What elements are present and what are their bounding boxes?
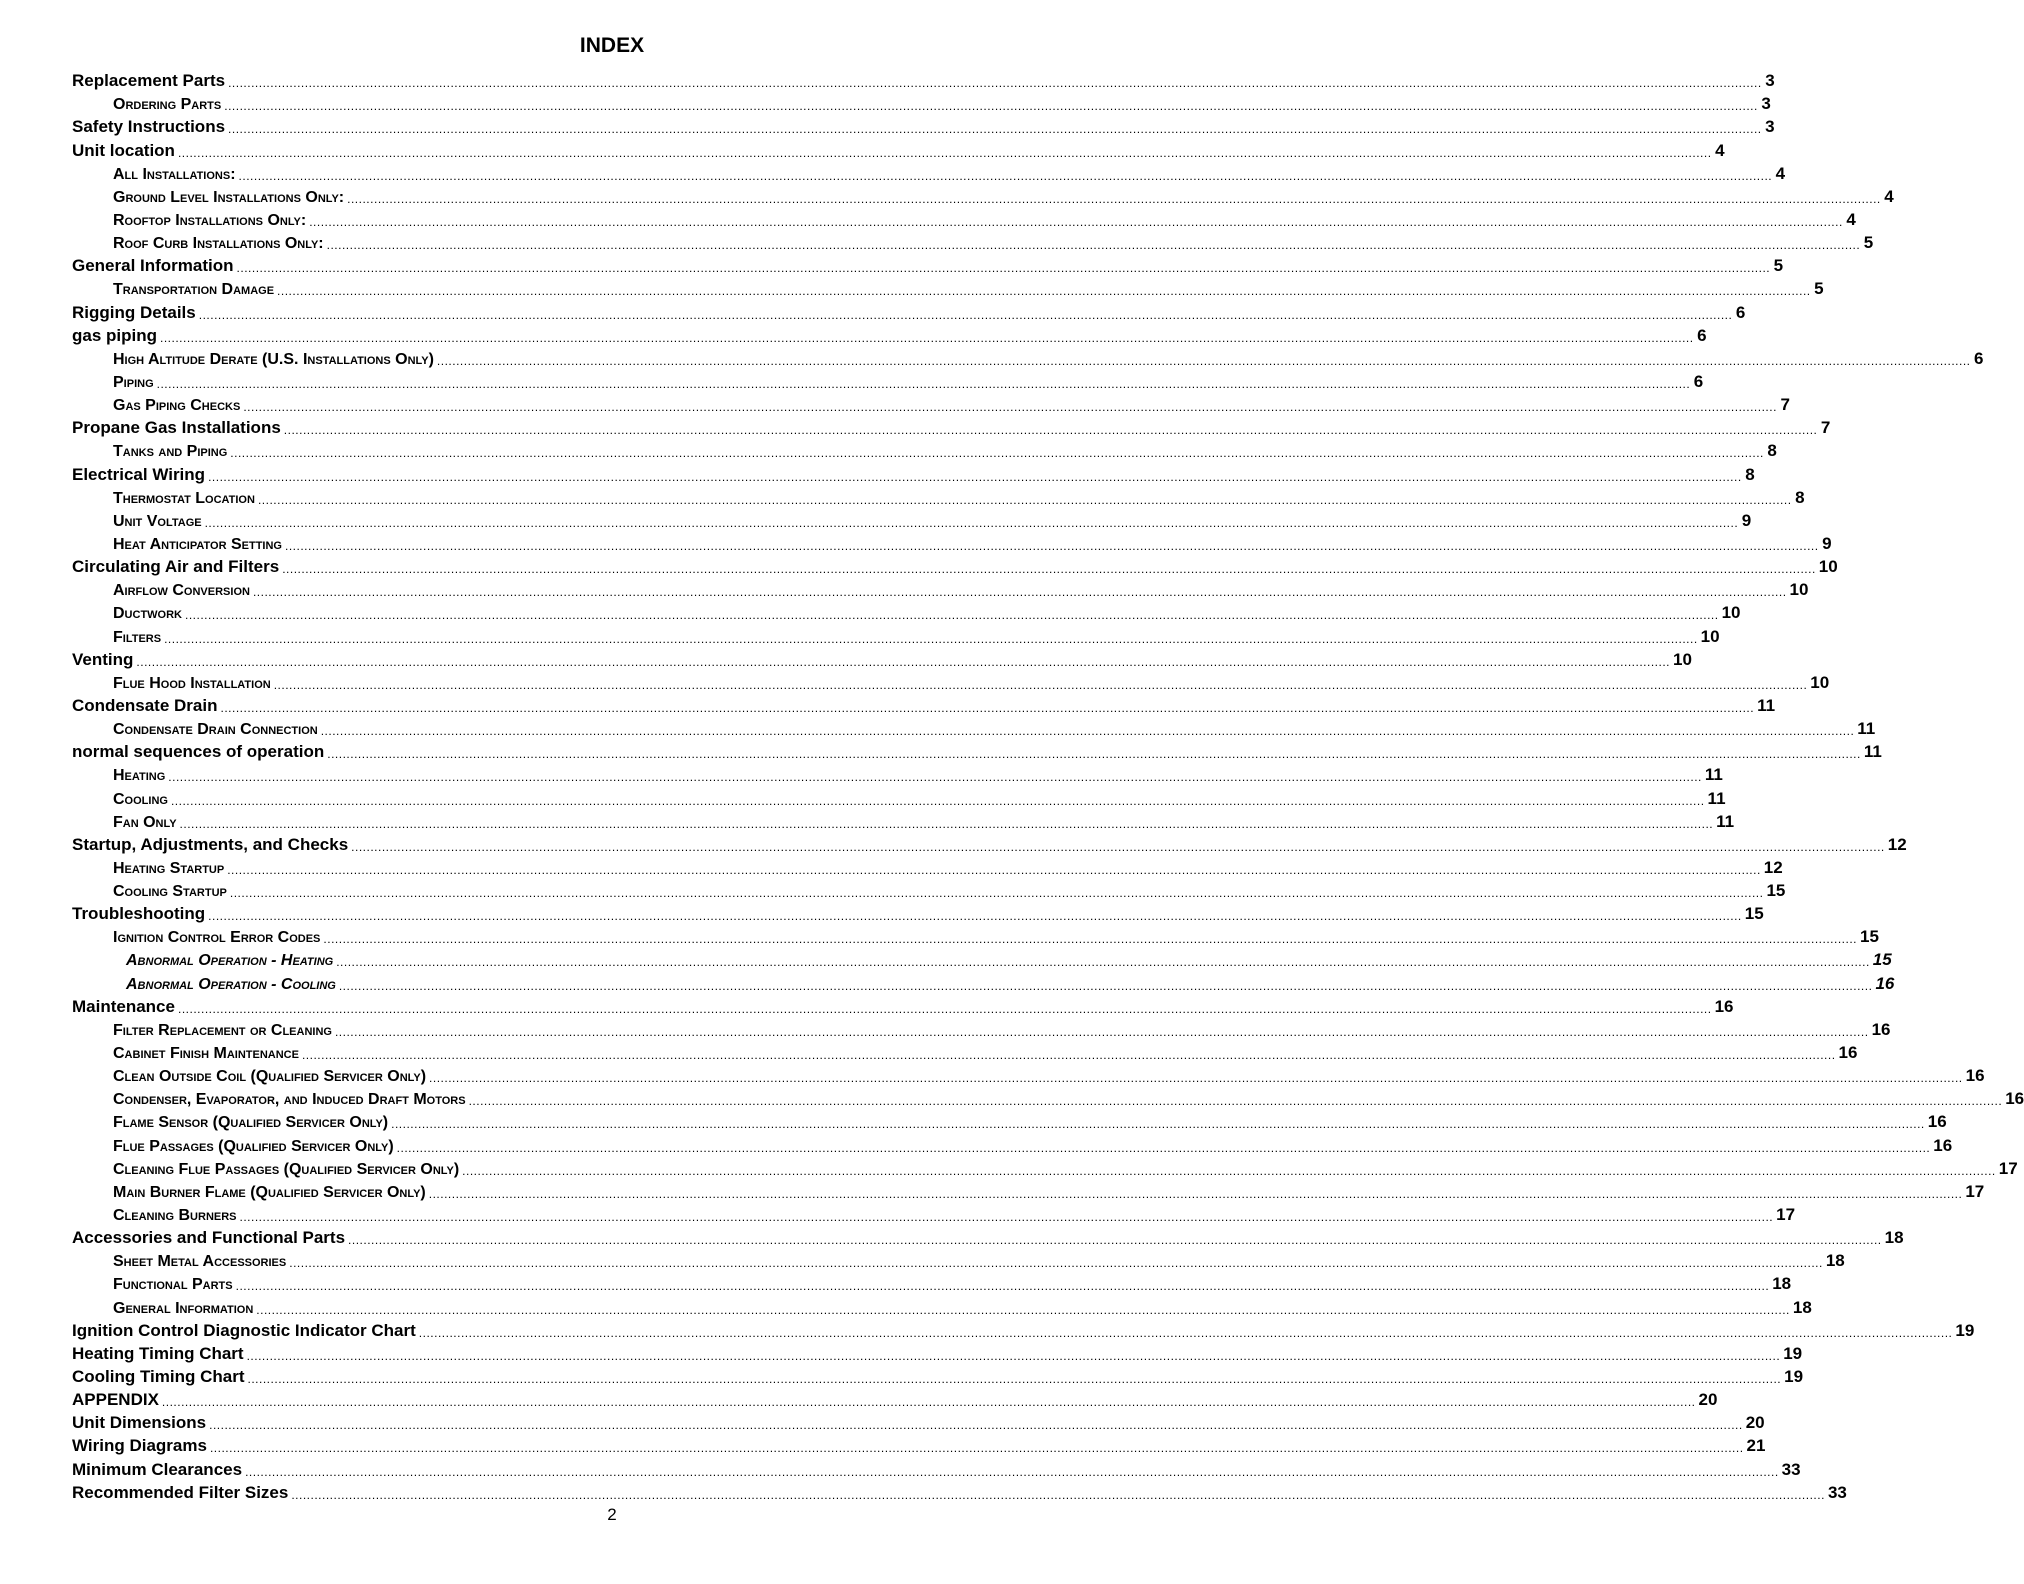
toc-entry[interactable] <box>72 994 1734 1017</box>
toc-entry-label: Ignition Control Error Codes <box>113 929 321 947</box>
dot-leader: ................................................................................................................................................................................................................................................................................................................................................................................................................ <box>179 816 1714 831</box>
toc-entry-page: 12 <box>1887 834 1907 854</box>
toc-entry[interactable] <box>72 739 1882 762</box>
toc-entry-label: Rigging Details <box>72 302 196 322</box>
toc-entry[interactable] <box>72 1480 1847 1503</box>
toc-entry-label: Circulating Air and Filters <box>72 557 280 577</box>
toc-entry-page: 16 <box>1875 973 1895 993</box>
dot-leader: ................................................................................................................................................................................................................................................................................................................................................................................................................ <box>229 886 1764 901</box>
toc-entry-page: 33 <box>1781 1459 1801 1479</box>
toc-entry[interactable] <box>72 1132 1953 1155</box>
toc-entry-label: Accessories and Functional Parts <box>72 1228 346 1248</box>
toc-entry[interactable] <box>72 1202 1796 1225</box>
toc-entry-label: Transportation Damage <box>113 281 275 299</box>
toc-entry[interactable] <box>72 1248 1845 1271</box>
toc-entry-label: Abnormal Operation - Heating <box>126 952 334 970</box>
dot-leader: ................................................................................................................................................................................................................................................................................................................................................................................................................ <box>236 261 1771 276</box>
dot-leader: ................................................................................................................................................................................................................................................................................................................................................................................................................ <box>320 724 1855 739</box>
toc-entry[interactable] <box>72 114 1775 137</box>
dot-leader: ................................................................................................................................................................................................................................................................................................................................................................................................................ <box>291 1487 1825 1502</box>
toc-entry-label: Unit location <box>72 140 175 160</box>
dot-leader: ................................................................................................................................................................................................................................................................................................................................................................................................................ <box>245 1464 1779 1479</box>
toc-entry[interactable] <box>72 415 1831 438</box>
dot-leader: ................................................................................................................................................................................................................................................................................................................................................................................................................ <box>396 1140 1931 1155</box>
toc-entry-label: Electrical Wiring <box>72 464 206 484</box>
toc-entry-page: 4 <box>1715 140 1725 160</box>
table-of-contents <box>72 68 2024 1503</box>
toc-entry[interactable] <box>72 670 1830 693</box>
dot-leader: ................................................................................................................................................................................................................................................................................................................................................................................................................ <box>228 76 1762 91</box>
toc-entry-label: Wiring Diagrams <box>72 1436 207 1456</box>
toc-entry-label: Heating Startup <box>113 859 225 877</box>
toc-entry[interactable] <box>72 554 1838 577</box>
page-title: INDEX <box>579 34 645 57</box>
toc-entry-label: normal sequences of operation <box>72 742 325 762</box>
toc-entry-page: 6 <box>1735 302 1746 322</box>
toc-entry[interactable] <box>72 647 1692 670</box>
toc-entry-label: Abnormal Operation - Cooling <box>126 975 336 993</box>
toc-entry-label: Cleaning Burners <box>113 1207 237 1225</box>
toc-entry-label: Recommended Filter Sizes <box>72 1482 289 1502</box>
toc-entry-page: 6 <box>1974 348 1984 368</box>
dot-leader: ................................................................................................................................................................................................................................................................................................................................................................................................................ <box>170 793 1705 808</box>
toc-entry-page: 3 <box>1765 71 1775 91</box>
dot-leader: ................................................................................................................................................................................................................................................................................................................................................................................................................ <box>436 353 1971 368</box>
toc-entry-label: Safety Instructions <box>72 117 226 137</box>
dot-leader: ................................................................................................................................................................................................................................................................................................................................................................................................................ <box>160 330 1694 345</box>
toc-entry-label: Filters <box>113 628 162 646</box>
toc-entry-page: 18 <box>1825 1251 1845 1271</box>
dot-leader: ................................................................................................................................................................................................................................................................................................................................................................................................................ <box>338 978 1873 993</box>
toc-entry-label: Minimum Clearances <box>72 1459 243 1479</box>
toc-entry-label: Ordering Parts <box>113 96 222 114</box>
toc-entry-label: Sheet Metal Accessories <box>113 1253 287 1271</box>
toc-entry[interactable] <box>72 438 1777 461</box>
toc-entry-page: 7 <box>1820 418 1831 438</box>
toc-entry-page: 11 <box>1716 811 1735 831</box>
toc-entry-page: 5 <box>1814 279 1824 299</box>
toc-entry[interactable] <box>72 1040 1858 1063</box>
toc-entry[interactable] <box>72 878 1786 901</box>
dot-leader: ................................................................................................................................................................................................................................................................................................................................................................................................................ <box>284 538 1819 553</box>
dot-leader: ................................................................................................................................................................................................................................................................................................................................................................................................................ <box>156 376 1691 391</box>
toc-entry[interactable] <box>72 1086 2024 1109</box>
toc-entry[interactable] <box>72 901 1764 924</box>
toc-entry-label: Propane Gas Installations <box>72 418 281 438</box>
dot-leader: ................................................................................................................................................................................................................................................................................................................................................................................................................ <box>243 400 1777 415</box>
toc-entry-page: 4 <box>1884 186 1894 206</box>
toc-entry[interactable] <box>72 1225 1904 1248</box>
toc-entry-label: Tanks and Piping <box>113 443 228 461</box>
toc-entry-label: Venting <box>72 649 134 669</box>
toc-entry-page: 4 <box>1775 163 1786 183</box>
dot-leader: ................................................................................................................................................................................................................................................................................................................................................................................................................ <box>418 1325 1953 1340</box>
toc-entry-page: 15 <box>1744 904 1764 924</box>
toc-entry-page: 4 <box>1846 209 1856 229</box>
toc-entry[interactable] <box>72 970 1895 993</box>
toc-entry-label: Flame Sensor (Qualified Servicer Only) <box>113 1114 389 1132</box>
dot-leader: ................................................................................................................................................................................................................................................................................................................................................................................................................ <box>282 562 1816 577</box>
toc-entry[interactable] <box>72 276 1824 299</box>
toc-entry-page: 5 <box>1773 256 1784 276</box>
toc-entry-page: 9 <box>1822 533 1832 553</box>
dot-leader: ................................................................................................................................................................................................................................................................................................................................................................................................................ <box>235 1279 1770 1294</box>
toc-entry[interactable] <box>72 253 1784 276</box>
toc-entry[interactable] <box>72 1063 1985 1086</box>
toc-entry-page: 11 <box>1857 719 1876 739</box>
toc-entry[interactable] <box>72 947 1892 970</box>
dot-leader: ................................................................................................................................................................................................................................................................................................................................................................................................................ <box>238 168 1773 183</box>
dot-leader: ................................................................................................................................................................................................................................................................................................................................................................................................................ <box>334 1024 1869 1039</box>
page-number: 2 <box>607 1505 617 1524</box>
toc-entry-page: 16 <box>1927 1112 1947 1132</box>
dot-leader: ................................................................................................................................................................................................................................................................................................................................................................................................................ <box>326 238 1861 253</box>
toc-entry-label: General Information <box>72 256 234 276</box>
toc-entry[interactable] <box>72 1410 1765 1433</box>
toc-entry-label: Condensate Drain Connection <box>113 721 318 739</box>
dot-leader: ................................................................................................................................................................................................................................................................................................................................................................................................................ <box>468 1094 2003 1109</box>
toc-entry-label: All Installations: <box>113 165 236 183</box>
toc-entry[interactable] <box>72 623 1720 646</box>
dot-leader: ................................................................................................................................................................................................................................................................................................................................................................................................................ <box>323 932 1857 947</box>
toc-entry-page: 18 <box>1792 1297 1812 1317</box>
dot-leader: ................................................................................................................................................................................................................................................................................................................................................................................................................ <box>283 423 1818 438</box>
toc-entry[interactable] <box>72 369 1704 392</box>
toc-entry[interactable] <box>72 299 1746 322</box>
toc-entry[interactable] <box>72 461 1755 484</box>
toc-entry[interactable] <box>72 485 1805 508</box>
toc-entry[interactable] <box>72 1433 1766 1456</box>
dot-leader: ................................................................................................................................................................................................................................................................................................................................................................................................................ <box>256 1302 1790 1317</box>
dot-leader: ................................................................................................................................................................................................................................................................................................................................................................................................................ <box>429 1071 1963 1086</box>
toc-entry[interactable] <box>72 716 1876 739</box>
toc-entry-page: 10 <box>1700 626 1720 646</box>
dot-leader: ................................................................................................................................................................................................................................................................................................................................................................................................................ <box>168 770 1702 785</box>
toc-entry[interactable] <box>72 1109 1947 1132</box>
dot-leader: ................................................................................................................................................................................................................................................................................................................................................................................................................ <box>227 862 1761 877</box>
toc-entry-label: Heating <box>113 767 166 785</box>
toc-entry-label: Rooftop Installations Only: <box>113 211 307 229</box>
toc-entry[interactable] <box>72 1017 1891 1040</box>
dot-leader: ................................................................................................................................................................................................................................................................................................................................................................................................................ <box>209 1418 1743 1433</box>
toc-entry-label: Condensate Drain <box>72 695 218 715</box>
toc-entry-page: 18 <box>1884 1228 1904 1248</box>
toc-entry-label: Airflow Conversion <box>113 582 250 600</box>
toc-entry-page: 16 <box>1838 1043 1858 1063</box>
toc-entry-label: General Information <box>113 1299 254 1317</box>
dot-leader: ................................................................................................................................................................................................................................................................................................................................................................................................................ <box>204 515 1739 530</box>
toc-entry-page: 33 <box>1827 1482 1847 1502</box>
dot-leader: ................................................................................................................................................................................................................................................................................................................................................................................................................ <box>177 145 1712 160</box>
toc-entry-page: 15 <box>1872 950 1892 970</box>
toc-entry-page: 16 <box>1965 1066 1985 1086</box>
dot-leader: ................................................................................................................................................................................................................................................................................................................................................................................................................ <box>336 955 1870 970</box>
toc-entry[interactable] <box>72 809 1735 832</box>
toc-entry-page: 20 <box>1698 1390 1718 1410</box>
toc-entry-label: Replacement Parts <box>72 71 226 91</box>
toc-entry-page: 8 <box>1767 441 1777 461</box>
dot-leader: ................................................................................................................................................................................................................................................................................................................................................................................................................ <box>273 677 1808 692</box>
toc-entry-page: 11 <box>1707 788 1726 808</box>
toc-entry-label: Cabinet Finish Maintenance <box>113 1045 299 1063</box>
toc-entry[interactable] <box>72 1294 1812 1317</box>
toc-entry-page: 5 <box>1863 233 1874 253</box>
toc-entry-page: 6 <box>1697 325 1707 345</box>
toc-entry[interactable] <box>72 161 1786 184</box>
toc-entry-label: Startup, Adjustments, and Checks <box>72 834 349 854</box>
toc-entry-page: 16 <box>2005 1089 2024 1109</box>
dot-leader: ................................................................................................................................................................................................................................................................................................................................................................................................................ <box>277 284 1811 299</box>
dot-leader: ................................................................................................................................................................................................................................................................................................................................................................................................................ <box>391 1117 1925 1132</box>
toc-entry-page: 16 <box>1871 1019 1891 1039</box>
dot-leader: ................................................................................................................................................................................................................................................................................................................................................................................................................ <box>208 909 1742 924</box>
toc-entry-page: 20 <box>1745 1413 1765 1433</box>
toc-entry[interactable] <box>72 1364 1804 1387</box>
toc-entry-label: Flue Hood Installation <box>113 674 271 692</box>
toc-entry-page: 3 <box>1761 94 1771 114</box>
dot-leader: ................................................................................................................................................................................................................................................................................................................................................................................................................ <box>351 839 1885 854</box>
toc-entry[interactable] <box>72 1156 2018 1179</box>
toc-entry-page: 10 <box>1789 580 1809 600</box>
toc-entry-page: 17 <box>1965 1181 1985 1201</box>
dot-leader: ................................................................................................................................................................................................................................................................................................................................................................................................................ <box>301 1048 1836 1063</box>
toc-entry-page: 17 <box>1998 1158 2018 1178</box>
toc-entry-label: High Altitude Derate (U.S. Installations Only) <box>113 350 434 368</box>
toc-entry-label: Filter Replacement or Cleaning <box>113 1021 332 1039</box>
toc-entry[interactable] <box>72 184 1894 207</box>
toc-entry-page: 11 <box>1704 765 1723 785</box>
toc-entry-page: 12 <box>1763 857 1783 877</box>
dot-leader: ................................................................................................................................................................................................................................................................................................................................................................................................................ <box>239 1210 1774 1225</box>
dot-leader: ................................................................................................................................................................................................................................................................................................................................................................................................................ <box>252 585 1787 600</box>
toc-entry-label: Unit Dimensions <box>72 1413 207 1433</box>
toc-entry[interactable] <box>72 137 1725 160</box>
toc-entry[interactable] <box>72 1387 1718 1410</box>
toc-entry-page: 15 <box>1766 881 1786 901</box>
toc-entry[interactable] <box>72 531 1832 554</box>
toc-entry[interactable] <box>72 1318 1975 1341</box>
dot-leader: ................................................................................................................................................................................................................................................................................................................................................................................................................ <box>220 700 1755 715</box>
toc-entry-page: 8 <box>1795 487 1805 507</box>
dot-leader: ................................................................................................................................................................................................................................................................................................................................................................................................................ <box>428 1186 1963 1201</box>
toc-entry[interactable] <box>72 924 1879 947</box>
toc-entry[interactable] <box>72 392 1790 415</box>
toc-entry-page: 21 <box>1746 1436 1766 1456</box>
toc-entry-page: 19 <box>1783 1343 1803 1363</box>
toc-entry-label: Condenser, Evaporator, and Induced Draft Motors <box>113 1091 466 1109</box>
dot-leader: ................................................................................................................................................................................................................................................................................................................................................................................................................ <box>228 122 1762 137</box>
toc-entry-label: Flue Passages (Qualified Servicer Only) <box>113 1137 394 1155</box>
toc-entry[interactable] <box>72 323 1707 346</box>
toc-entry-label: Thermostat Location <box>113 489 255 507</box>
toc-entry-label: Troubleshooting <box>72 904 206 924</box>
toc-entry[interactable] <box>72 1456 1801 1479</box>
toc-entry-page: 16 <box>1933 1135 1953 1155</box>
toc-entry-page: 9 <box>1741 510 1752 530</box>
dot-leader: ................................................................................................................................................................................................................................................................................................................................................................................................................ <box>230 446 1764 461</box>
toc-entry-page: 17 <box>1776 1205 1796 1225</box>
toc-entry[interactable] <box>72 855 1783 878</box>
toc-entry-label: Main Burner Flame (Qualified Servicer Only) <box>113 1183 426 1201</box>
dot-leader: ................................................................................................................................................................................................................................................................................................................................................................................................................ <box>185 608 1719 623</box>
dot-leader: ................................................................................................................................................................................................................................................................................................................................................................................................................ <box>177 1001 1712 1016</box>
dot-leader: ................................................................................................................................................................................................................................................................................................................................................................................................................ <box>246 1348 1781 1363</box>
toc-entry-label: Ground Level Installations Only: <box>113 188 345 206</box>
toc-entry-page: 11 <box>1757 695 1776 715</box>
dot-leader: ................................................................................................................................................................................................................................................................................................................................................................................................................ <box>247 1372 1782 1387</box>
toc-entry-label: Roof Curb Installations Only: <box>113 235 324 253</box>
toc-entry-label: Cooling <box>113 790 168 808</box>
dot-leader: ................................................................................................................................................................................................................................................................................................................................................................................................................ <box>164 631 1698 646</box>
toc-entry-page: 11 <box>1863 742 1882 762</box>
toc-entry[interactable] <box>72 1341 1803 1364</box>
toc-entry-page: 3 <box>1765 117 1775 137</box>
toc-entry-page: 18 <box>1772 1274 1792 1294</box>
dot-leader: ................................................................................................................................................................................................................................................................................................................................................................................................................ <box>289 1256 1823 1271</box>
toc-entry[interactable] <box>72 68 1775 91</box>
toc-entry-label: gas piping <box>72 325 157 345</box>
dot-leader: ................................................................................................................................................................................................................................................................................................................................................................................................................ <box>209 1441 1744 1456</box>
toc-entry[interactable] <box>72 508 1752 531</box>
toc-entry-label: Clean Outside Coil (Qualified Servicer Only) <box>113 1068 427 1086</box>
toc-entry-label: Unit Voltage <box>113 512 202 530</box>
toc-entry[interactable] <box>72 577 1809 600</box>
toc-entry-page: 10 <box>1810 672 1830 692</box>
toc-entry-label: Cooling Timing Chart <box>72 1367 245 1387</box>
dot-leader: ................................................................................................................................................................................................................................................................................................................................................................................................................ <box>208 469 1742 484</box>
toc-entry-page: 6 <box>1693 371 1704 391</box>
toc-entry-page: 10 <box>1721 603 1741 623</box>
dot-leader: ................................................................................................................................................................................................................................................................................................................................................................................................................ <box>257 492 1792 507</box>
toc-entry-page: 10 <box>1673 649 1692 669</box>
toc-entry-page: 7 <box>1780 395 1790 415</box>
toc-entry[interactable] <box>72 762 1723 785</box>
toc-entry-label: Functional Parts <box>113 1276 233 1294</box>
toc-entry[interactable] <box>72 832 1907 855</box>
toc-entry-page: 10 <box>1818 557 1838 577</box>
dot-leader: ................................................................................................................................................................................................................................................................................................................................................................................................................ <box>348 1233 1882 1248</box>
toc-entry-label: Cleaning Flue Passages (Qualified Servicer Only) <box>113 1160 460 1178</box>
toc-entry-label: APPENDIX <box>72 1390 159 1410</box>
toc-entry-label: Fan Only <box>113 813 177 831</box>
dot-leader: ................................................................................................................................................................................................................................................................................................................................................................................................................ <box>198 307 1733 322</box>
dot-leader: ................................................................................................................................................................................................................................................................................................................................................................................................................ <box>347 191 1881 206</box>
toc-entry-page: 8 <box>1745 464 1755 484</box>
toc-entry[interactable] <box>72 91 1771 114</box>
dot-leader: ................................................................................................................................................................................................................................................................................................................................................................................................................ <box>136 654 1670 669</box>
toc-entry[interactable] <box>72 207 1856 230</box>
toc-entry-page: 16 <box>1714 996 1734 1016</box>
toc-entry-label: Heating Timing Chart <box>72 1343 244 1363</box>
toc-entry-label: Ductwork <box>113 605 182 623</box>
dot-leader: ................................................................................................................................................................................................................................................................................................................................................................................................................ <box>161 1395 1696 1410</box>
toc-entry-page: 15 <box>1860 927 1879 947</box>
toc-entry[interactable] <box>72 693 1776 716</box>
toc-entry-label: Ignition Control Diagnostic Indicator Chart <box>72 1320 416 1340</box>
toc-entry[interactable] <box>72 346 1984 369</box>
toc-entry-label: Piping <box>113 373 154 391</box>
dot-leader: ................................................................................................................................................................................................................................................................................................................................................................................................................ <box>309 214 1843 229</box>
toc-entry[interactable] <box>72 1271 1792 1294</box>
toc-entry[interactable] <box>72 600 1741 623</box>
toc-entry-label: Gas Piping Checks <box>113 397 241 415</box>
dot-leader: ................................................................................................................................................................................................................................................................................................................................................................................................................ <box>462 1163 1996 1178</box>
toc-entry-label: Maintenance <box>72 996 175 1016</box>
dot-leader: ................................................................................................................................................................................................................................................................................................................................................................................................................ <box>327 747 1861 762</box>
toc-entry-page: 19 <box>1784 1367 1804 1387</box>
dot-leader: ................................................................................................................................................................................................................................................................................................................................................................................................................ <box>224 99 1758 114</box>
toc-entry[interactable] <box>72 1179 1985 1202</box>
toc-entry-page: 19 <box>1955 1320 1975 1340</box>
toc-entry-label: Cooling Startup <box>113 883 227 901</box>
toc-entry[interactable] <box>72 785 1726 808</box>
toc-entry-label: Heat Anticipator Setting <box>113 535 282 553</box>
toc-entry[interactable] <box>72 230 1874 253</box>
